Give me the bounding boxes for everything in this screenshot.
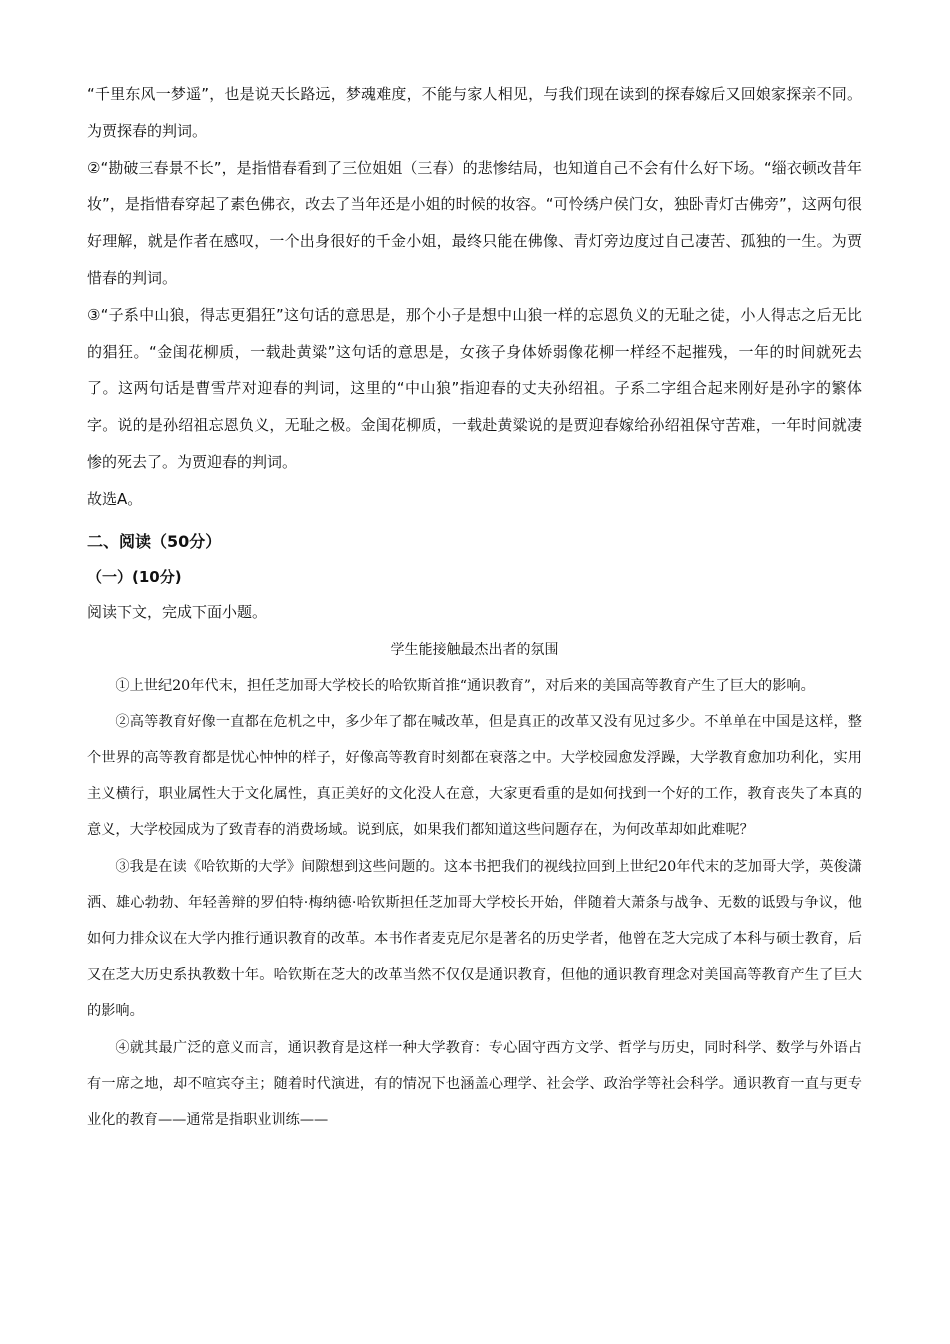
document-page: [87, 76, 862, 1138]
article-body: [87, 668, 862, 1139]
article-paragraph-2: ②高等教育好像一直都在危机之中，多少年了都在喊改革，但是真正的改革又没有见过多少。不单单在中国是这样，整个世界的高等教育都是忧心忡忡的样子，好像高等教育时刻都在衰落之中。大学校园愈发浮躁，大学教育愈加功利化，实用主义横行，职业属性大于文化属性，真正美好的文化没人在意，大家更看重的是如何找到一个好的工作，教育丧失了本真的意义，大学校园成为了致青春的消费场域。说到底，如果我们都知道这些问题存在，为何改革却如此难呢？: [87, 713, 862, 839]
article-paragraph-3: ③我是在读《哈钦斯的大学》间隙想到这些问题的。这本书把我们的视线拉回到上世纪20年代末的芝加哥大学，英俊潇洒、雄心勃勃、年轻善辩的罗伯特·梅纳德·哈钦斯担任芝加哥大学校长开始，伴随着大萧条与战争、无数的诋毁与争议，他如何力排众议在大学内推行通识教育的改革。本书作者麦克尼尔是著名的历史学者，他曾在芝大完成了本科与硕士教育，后又在芝大历史系执教数十年。哈钦斯在芝大的改革当然不仅仅是通识教育，但他的通识教育理念对美国高等教育产生了巨大的影响。: [87, 858, 862, 1020]
reading-instruction: 阅读下文，完成下面小题。: [87, 602, 268, 621]
answer-explanation: [87, 76, 862, 518]
article-title: 学生能接触最杰出者的氛围: [390, 641, 559, 658]
article-paragraph-1: ①上世纪20年代末，担任芝加哥大学校长的哈钦斯首推“通识教育”，对后来的美国高等教育产生了巨大的影响。: [115, 677, 815, 694]
answer-paragraph-tanchun: “千里东风一梦遥”，也是说天长路远，梦魂难度，不能与家人相见，与我们现在读到的探春嫁后又回娘家探亲不同。为贾探春的判词。: [87, 85, 862, 140]
answer-conclusion: 故选A。: [87, 489, 143, 508]
answer-paragraph-xichun: ②“勘破三春景不长”，是指惜春看到了三位姐姐（三春）的悲惨结局，也知道自己不会有什么好下场。“缁衣顿改昔年妆”，是指惜春穿起了素色佛衣，改去了当年还是小姐的时候的妆容。“可怜绣户侯门女，独卧青灯古佛旁”，这两句很好理解，就是作者在感叹，一个出身很好的千金小姐，最终只能在佛像、青灯旁边度过自己凄苦、孤独的一生。为贾惜春的判词。: [87, 158, 862, 287]
answer-paragraph-yingchun: ③“子系中山狼，得志更猖狂”这句话的意思是，那个小子是想中山狼一样的忘恩负义的无耻之徒，小人得志之后无比的猖狂。“金闺花柳质，一载赴黄粱”这句话的意思是，女孩子身体娇弱像花柳一样经不起摧残，一年的时间就死去了。这两句话是曹雪芹对迎春的判词，这里的“中山狼”指迎春的丈夫孙绍祖。子系二字组合起来刚好是孙字的繁体字。说的是孙绍祖忘恩负义，无耻之极。金闺花柳质，一载赴黄粱说的是贾迎春嫁给孙绍祖保守苦难，一年时间就凄惨的死去了。为贾迎春的判词。: [87, 305, 862, 471]
section-title: 二、阅读（50分）: [87, 531, 222, 551]
section-subtitle: （一）(10分): [87, 567, 182, 586]
article-paragraph-4: ④就其最广泛的意义而言，通识教育是这样一种大学教育：专心固守西方文学、哲学与历史，同时科学、数学与外语占有一席之地，却不喧宾夺主；随着时代演进，有的情况下也涵盖心理学、社会学、政治学等社会科学。通识教育一直与更专业化的教育——通常是指职业训练——: [87, 1039, 862, 1128]
